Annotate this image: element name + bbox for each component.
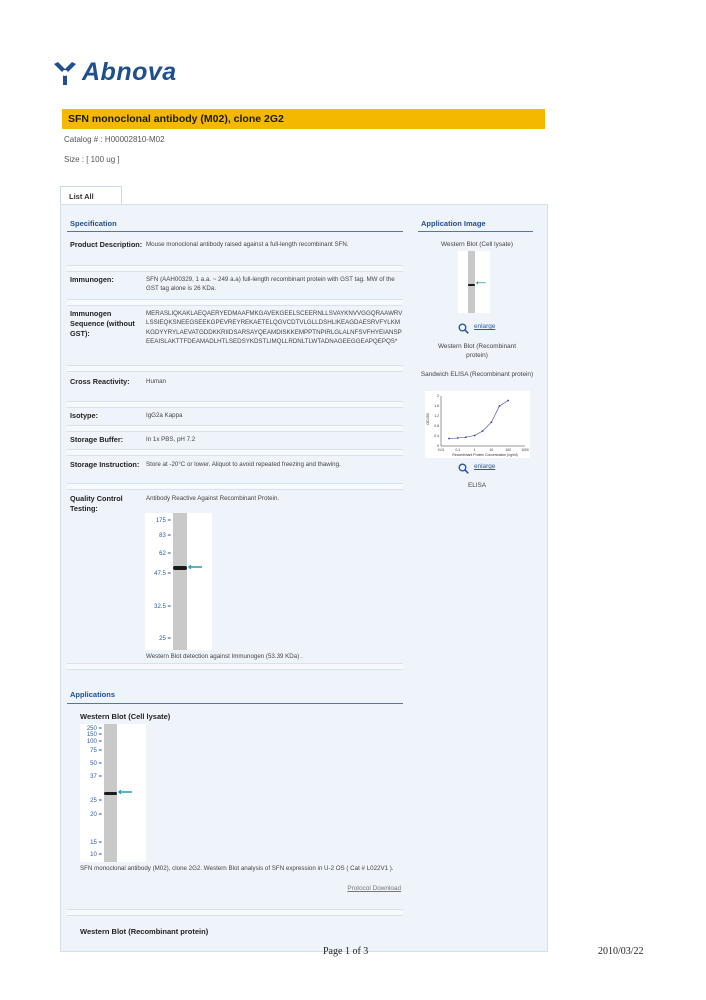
y-tick-label: 0.8	[434, 424, 439, 428]
mw-marker: 47.5 =	[154, 571, 171, 577]
row-separator	[67, 401, 403, 408]
x-tick-label: 0.1	[455, 448, 461, 452]
data-point	[474, 435, 476, 437]
band-arrow-icon: ⟵	[118, 787, 133, 798]
tab-list-all[interactable]	[60, 186, 122, 206]
app-caption-elisa: ELISA	[467, 482, 487, 489]
storage-instruction-value: Store at -20°C or lower. Aliquot to avoid repeated freezing and thawing.	[146, 461, 341, 468]
page-number: Page 1 of 3	[323, 946, 369, 957]
mw-marker: 175 =	[155, 518, 171, 524]
mw-marker: 100 =	[86, 739, 102, 745]
storage-buffer-label: Storage Buffer:	[70, 435, 124, 444]
data-point	[491, 421, 493, 423]
applications-heading: Applications	[70, 690, 116, 699]
mw-marker: 83 =	[159, 533, 171, 539]
app-image-wb-cell-thumb[interactable]	[458, 251, 490, 313]
x-tick-label: 10	[489, 448, 494, 452]
product-title-bar	[62, 109, 545, 129]
data-point	[465, 436, 467, 438]
abnova-logo[interactable]	[52, 58, 177, 87]
product-description-label: Product Description:	[70, 240, 143, 249]
quality-control-label: Quality Control Testing:	[70, 494, 123, 513]
y-tick-label: 1.6	[434, 404, 439, 408]
mw-marker: 25 =	[90, 798, 102, 804]
row-separator	[67, 483, 403, 490]
band-arrow-icon: ⟵	[188, 562, 203, 573]
wb-cell-lysate-title: Western Blot (Cell lysate)	[80, 712, 171, 721]
protein-band	[104, 792, 117, 795]
cross-reactivity-label: Cross Reactivity:	[70, 377, 130, 386]
product-title: SFN monoclonal antibody (M02), clone 2G2	[68, 113, 284, 125]
enlarge-link-1[interactable]: enlarge	[474, 323, 496, 330]
y-tick-label: 2	[437, 394, 439, 398]
mw-marker: 25 =	[159, 636, 171, 642]
y-axis-label: OD450	[426, 413, 430, 425]
row-separator	[67, 365, 403, 372]
application-image-rule	[418, 231, 533, 232]
app-caption-sandwich-elisa: Sandwich ELISA (Recombinant protein)	[420, 371, 534, 378]
app-caption-wb-recomb: Western Blot (Recombinant protein)	[437, 343, 517, 359]
mw-marker: 37 =	[90, 774, 102, 780]
magnify-icon[interactable]	[458, 461, 470, 473]
row-separator	[67, 663, 403, 670]
qc-western-blot-image[interactable]	[145, 513, 212, 650]
x-tick-label: 0.01	[437, 448, 445, 452]
x-tick-label: 1	[473, 448, 476, 452]
product-description-value: Mouse monoclonal antibody raised against a full-length recombinant SFN.	[146, 241, 349, 248]
magnify-icon[interactable]	[458, 321, 470, 333]
y-tick-label: 0.4	[434, 434, 439, 438]
protocol-download-link[interactable]: Protocol Download	[347, 885, 401, 892]
qc-blot-caption: Western Blot detection against Immunogen (53.39 KDa) .	[146, 653, 303, 660]
gel-lane	[468, 251, 475, 313]
mw-marker: 150 =	[86, 732, 102, 738]
print-date: 2010/03/22	[598, 946, 644, 957]
immunogen-value: SFN (AAH00329, 1 a.a. ~ 249 a.a) full-length recombinant protein with GST tag. MW of the GST tag alone is 26 KDa.	[146, 276, 395, 293]
mw-marker: 10 =	[90, 852, 102, 858]
wb-cell-lysate-caption: SFN monoclonal antibody (M02), clone 2G2. Western Blot analysis of SFN expression in U-2 OS ( Cat # L022V1 ).	[80, 865, 394, 872]
gel-lane	[173, 513, 187, 650]
data-point	[507, 400, 509, 402]
protein-band	[173, 566, 187, 570]
row-separator	[67, 425, 403, 432]
cross-reactivity-value: Human	[146, 378, 166, 385]
data-point	[499, 405, 501, 407]
isotype-label: Isotype:	[70, 411, 98, 420]
product-size: Size : [ 100 ug ]	[64, 155, 120, 164]
y-tick-label: 0	[437, 444, 439, 448]
data-point	[482, 430, 484, 432]
immunogen-sequence-label: Immunogen Sequence (without GST):	[70, 309, 135, 338]
data-point	[457, 437, 459, 439]
application-image-heading: Application Image	[421, 219, 486, 228]
mw-marker: 15 =	[90, 840, 102, 846]
catalog-number: Catalog # : H00002810-M02	[64, 135, 165, 144]
row-separator	[67, 909, 403, 916]
band-arrow-icon: ⟵	[476, 280, 487, 287]
mw-marker: 250 =	[86, 726, 102, 732]
wb-cell-lysate-image[interactable]	[80, 724, 146, 862]
applications-rule	[67, 703, 403, 704]
mw-marker: 50 =	[90, 761, 102, 767]
immunogen-label: Immunogen:	[70, 275, 114, 284]
enlarge-link-2[interactable]: enlarge	[474, 463, 496, 470]
abnova-logo-icon	[52, 60, 78, 86]
mw-marker: 20 =	[90, 812, 102, 818]
logo-text: Abnova	[82, 58, 177, 86]
row-separator	[67, 299, 403, 306]
y-tick-label: 1.2	[434, 414, 439, 418]
row-separator	[67, 265, 403, 272]
elisa-chart[interactable]	[425, 391, 530, 458]
app-caption-wb-cell: Western Blot (Cell lysate)	[441, 241, 513, 248]
specification-rule	[67, 231, 403, 232]
specification-heading: Specification	[70, 219, 117, 228]
storage-buffer-value: In 1x PBS, pH 7.2	[146, 436, 196, 443]
isotype-value: IgG2a Kappa	[146, 412, 183, 419]
x-tick-label: 1000	[521, 448, 529, 452]
row-separator	[67, 449, 403, 456]
x-axis-label: Recombinant Protein Concentration (ng/ml)	[452, 453, 518, 457]
wb-recomb-title: Western Blot (Recombinant protein)	[80, 927, 209, 936]
storage-instruction-label: Storage Instruction:	[70, 460, 140, 469]
data-point	[448, 438, 450, 440]
tab-label: List All	[69, 192, 94, 201]
x-tick-label: 100	[505, 448, 512, 452]
protein-band	[468, 284, 475, 286]
mw-marker: 75 =	[90, 748, 102, 754]
mw-marker: 62 =	[159, 551, 171, 557]
immunogen-sequence-value: MERASLIQKAKLAEQAERYEDMAAFMKGAVEKGEELSCEERNLLSVAYKNVVGGQRAAWRVLSSIEQKSNEEGSEEKGPEVREYREKAETELQGVCDTVLGLLDSHLIKEAGDAESRVFYLKMKGDYYRYLAEVATGDDKKRIIDSARSAYQEAMDISKKEMPPTNPIRLGLALNFSVFHYEIANSPEEAISLAKTTFDEAMADLHTLSEDSYKDSTLIMQLLRDNLTLWTADNAGEEGGEAPQEPQS*	[146, 310, 403, 345]
quality-control-value: Antibody Reactive Against Recombinant Protein.	[146, 495, 280, 502]
mw-marker: 32.5 =	[154, 604, 171, 610]
